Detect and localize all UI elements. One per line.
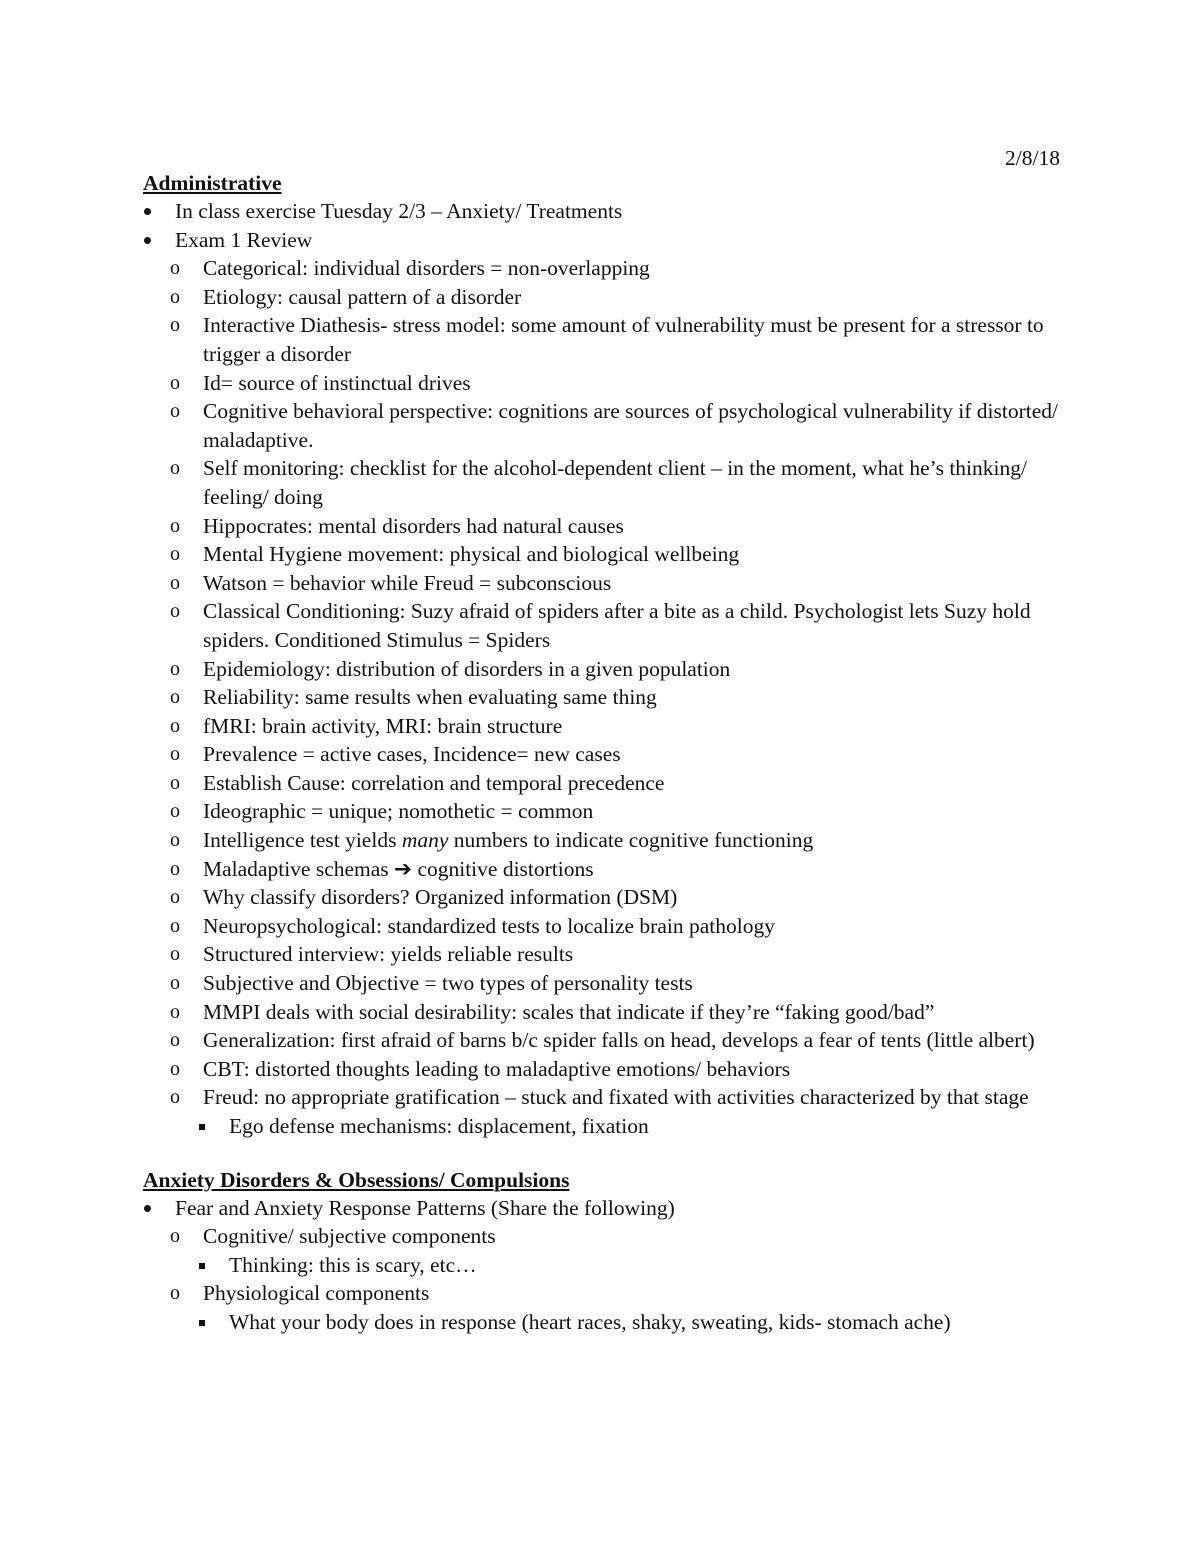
list-item: o Neuropsychological: standardized tests to localize brain pathology	[170, 913, 775, 938]
list-item-text: Generalization: first afraid of barns b/c spider falls on head, develops a fear of tents (little albert)	[203, 1028, 1035, 1053]
list-item: o Physiological components	[170, 1281, 430, 1306]
list-item: o Freud: no appropriate gratification – stuck and fixated with activities characterized by that stage	[170, 1085, 1029, 1110]
list-item: o Epidemiology: distribution of disorders in a given population	[170, 656, 731, 681]
list-item-text: Fear and Anxiety Response Patterns (Share the following)	[175, 1195, 675, 1220]
list-item-text: Exam 1 Review	[175, 227, 313, 252]
list-item-text: In class exercise Tuesday 2/3 – Anxiety/ Treatments	[175, 199, 623, 223]
list-item-text: Ego defense mechanisms: displacement, fixation	[229, 1114, 649, 1138]
list-item-text: numbers to indicate cognitive functioning	[448, 828, 814, 853]
arrow-right-icon: ➔	[394, 856, 413, 881]
list-item: o Subjective and Objective = two types of personality tests	[170, 971, 693, 996]
list-item-text: Classical Conditioning: Suzy afraid of spiders after a bite as a child. Psychologist lets Suzy hold spiders. Conditioned Stimulus = Spiders	[203, 599, 1031, 652]
list-item-text: Interactive Diathesis- stress model: some amount of vulnerability must be present for a stressor to trigger a disorder	[203, 313, 1044, 366]
section-gap	[143, 1141, 1063, 1167]
list-item: o fMRI: brain activity, MRI: brain structure	[170, 713, 563, 738]
list-item-text: Epidemiology: distribution of disorders in a given population	[203, 656, 731, 681]
list-item	[143, 1112, 1063, 1141]
list-item: o Generalization: first afraid of barns b/c spider falls on head, develops a fear of tents (little albert)	[170, 1028, 1035, 1053]
list-item: o Reliability: same results when evaluating same thing	[170, 685, 657, 710]
list-item-text: What your body does in response (heart races, shaky, sweating, kids- stomach ache)	[229, 1309, 951, 1334]
list-item: o MMPI deals with social desirability: scales that indicate if they’re “faking good/bad”	[170, 999, 935, 1024]
list-item: o Classical Conditioning: Suzy afraid of spiders after a bite as a child. Psychologist lets Suzy hold spiders. Conditioned Stimulus = Spiders	[170, 599, 1031, 652]
list-item: o Intelligence test yields many numbers to indicate cognitive functioning	[170, 828, 814, 853]
list-item: o Id= source of instinctual drives	[170, 370, 471, 395]
list-item-text: Thinking: this is scary, etc…	[229, 1252, 477, 1277]
list-item	[143, 226, 1063, 255]
list-item-text: Hippocrates: mental disorders had natural causes	[203, 513, 624, 538]
list-item: o Categorical: individual disorders = non-overlapping	[170, 256, 650, 281]
list-item-text: Structured interview: yields reliable results	[203, 942, 574, 967]
section-heading-administrative: Administrative	[143, 171, 282, 195]
list-item-text: Neuropsychological: standardized tests to localize brain pathology	[203, 913, 775, 938]
list-item-text: Cognitive behavioral perspective: cognitions are sources of psychological vulnerability if distorted/ maladaptive.	[203, 399, 1058, 452]
emphasis-text: many	[401, 828, 449, 853]
list-item	[143, 197, 1063, 226]
list-item-text: Mental Hygiene movement: physical and biological wellbeing	[203, 542, 740, 567]
list-item: o Structured interview: yields reliable results	[170, 942, 574, 967]
anxiety-list	[143, 1194, 1063, 1337]
list-item: o Etiology: causal pattern of a disorder	[170, 284, 522, 309]
list-item: o Maladaptive schemas ➔ cognitive distortions	[170, 856, 594, 881]
exam-review-list	[143, 254, 1063, 1140]
list-item-text: Physiological components	[203, 1281, 430, 1306]
list-item	[143, 1194, 1063, 1223]
list-item: o Mental Hygiene movement: physical and biological wellbeing	[170, 542, 740, 567]
list-item	[143, 1308, 1063, 1337]
list-item-text: Ideographic = unique; nomothetic = common	[203, 799, 594, 824]
list-item-text: Id= source of instinctual drives	[203, 370, 471, 395]
list-item: o Establish Cause: correlation and temporal precedence	[170, 770, 665, 795]
list-item-text: Maladaptive schemas	[203, 856, 395, 881]
list-item-text: Prevalence = active cases, Incidence= new cases	[203, 742, 621, 767]
list-item: o CBT: distorted thoughts leading to maladaptive emotions/ behaviors	[170, 1056, 791, 1081]
list-item-text: Freud: no appropriate gratification – stuck and fixated with activities characterized by that stage	[203, 1085, 1029, 1110]
list-item: o Self monitoring: checklist for the alcohol-dependent client – in the moment, what he’s thinking/ feeling/ doing	[170, 456, 1027, 509]
list-item	[143, 1251, 1063, 1280]
list-item-text: Why classify disorders? Organized information (DSM)	[203, 885, 678, 910]
list-item-text: Subjective and Objective = two types of personality tests	[203, 971, 693, 996]
list-item-text: Watson = behavior while Freud = subconscious	[203, 570, 612, 595]
document-date: 2/8/18	[1005, 146, 1060, 170]
list-item: o Interactive Diathesis- stress model: some amount of vulnerability must be present for a stressor to trigger a disorder	[170, 313, 1044, 366]
list-item-text: CBT: distorted thoughts leading to maladaptive emotions/ behaviors	[203, 1056, 791, 1081]
list-item: o Ideographic = unique; nomothetic = common	[170, 799, 594, 824]
list-item-text: MMPI deals with social desirability: scales that indicate if they’re “faking good/bad”	[203, 999, 935, 1024]
list-item-text: Reliability: same results when evaluating same thing	[203, 685, 657, 710]
list-item: o Watson = behavior while Freud = subconscious	[170, 570, 612, 595]
section-heading-anxiety: Anxiety Disorders & Obsessions/ Compulsions	[143, 1167, 570, 1192]
administrative-list	[143, 197, 1063, 254]
list-item-text: Intelligence test yields	[203, 828, 402, 853]
list-item-text: Etiology: causal pattern of a disorder	[203, 284, 522, 309]
list-item: o Prevalence = active cases, Incidence= new cases	[170, 742, 621, 767]
list-item-text: Establish Cause: correlation and temporal precedence	[203, 770, 665, 795]
list-item: o Hippocrates: mental disorders had natural causes	[170, 513, 624, 538]
document-content	[143, 170, 1063, 1337]
list-item-text: Self monitoring: checklist for the alcohol-dependent client – in the moment, what he’s thinking/ feeling/ doing	[203, 456, 1027, 509]
list-item-text: fMRI: brain activity, MRI: brain structure	[203, 713, 563, 738]
list-item-text: Cognitive/ subjective components	[203, 1224, 496, 1249]
list-item: o Why classify disorders? Organized information (DSM)	[170, 885, 678, 910]
list-item-text: Categorical: individual disorders = non-overlapping	[203, 256, 650, 281]
list-item: o Cognitive/ subjective components	[170, 1224, 496, 1249]
list-item-text: cognitive distortions	[412, 856, 594, 881]
list-item: o Cognitive behavioral perspective: cognitions are sources of psychological vulnerability if distorted/ maladaptive.	[170, 399, 1058, 452]
